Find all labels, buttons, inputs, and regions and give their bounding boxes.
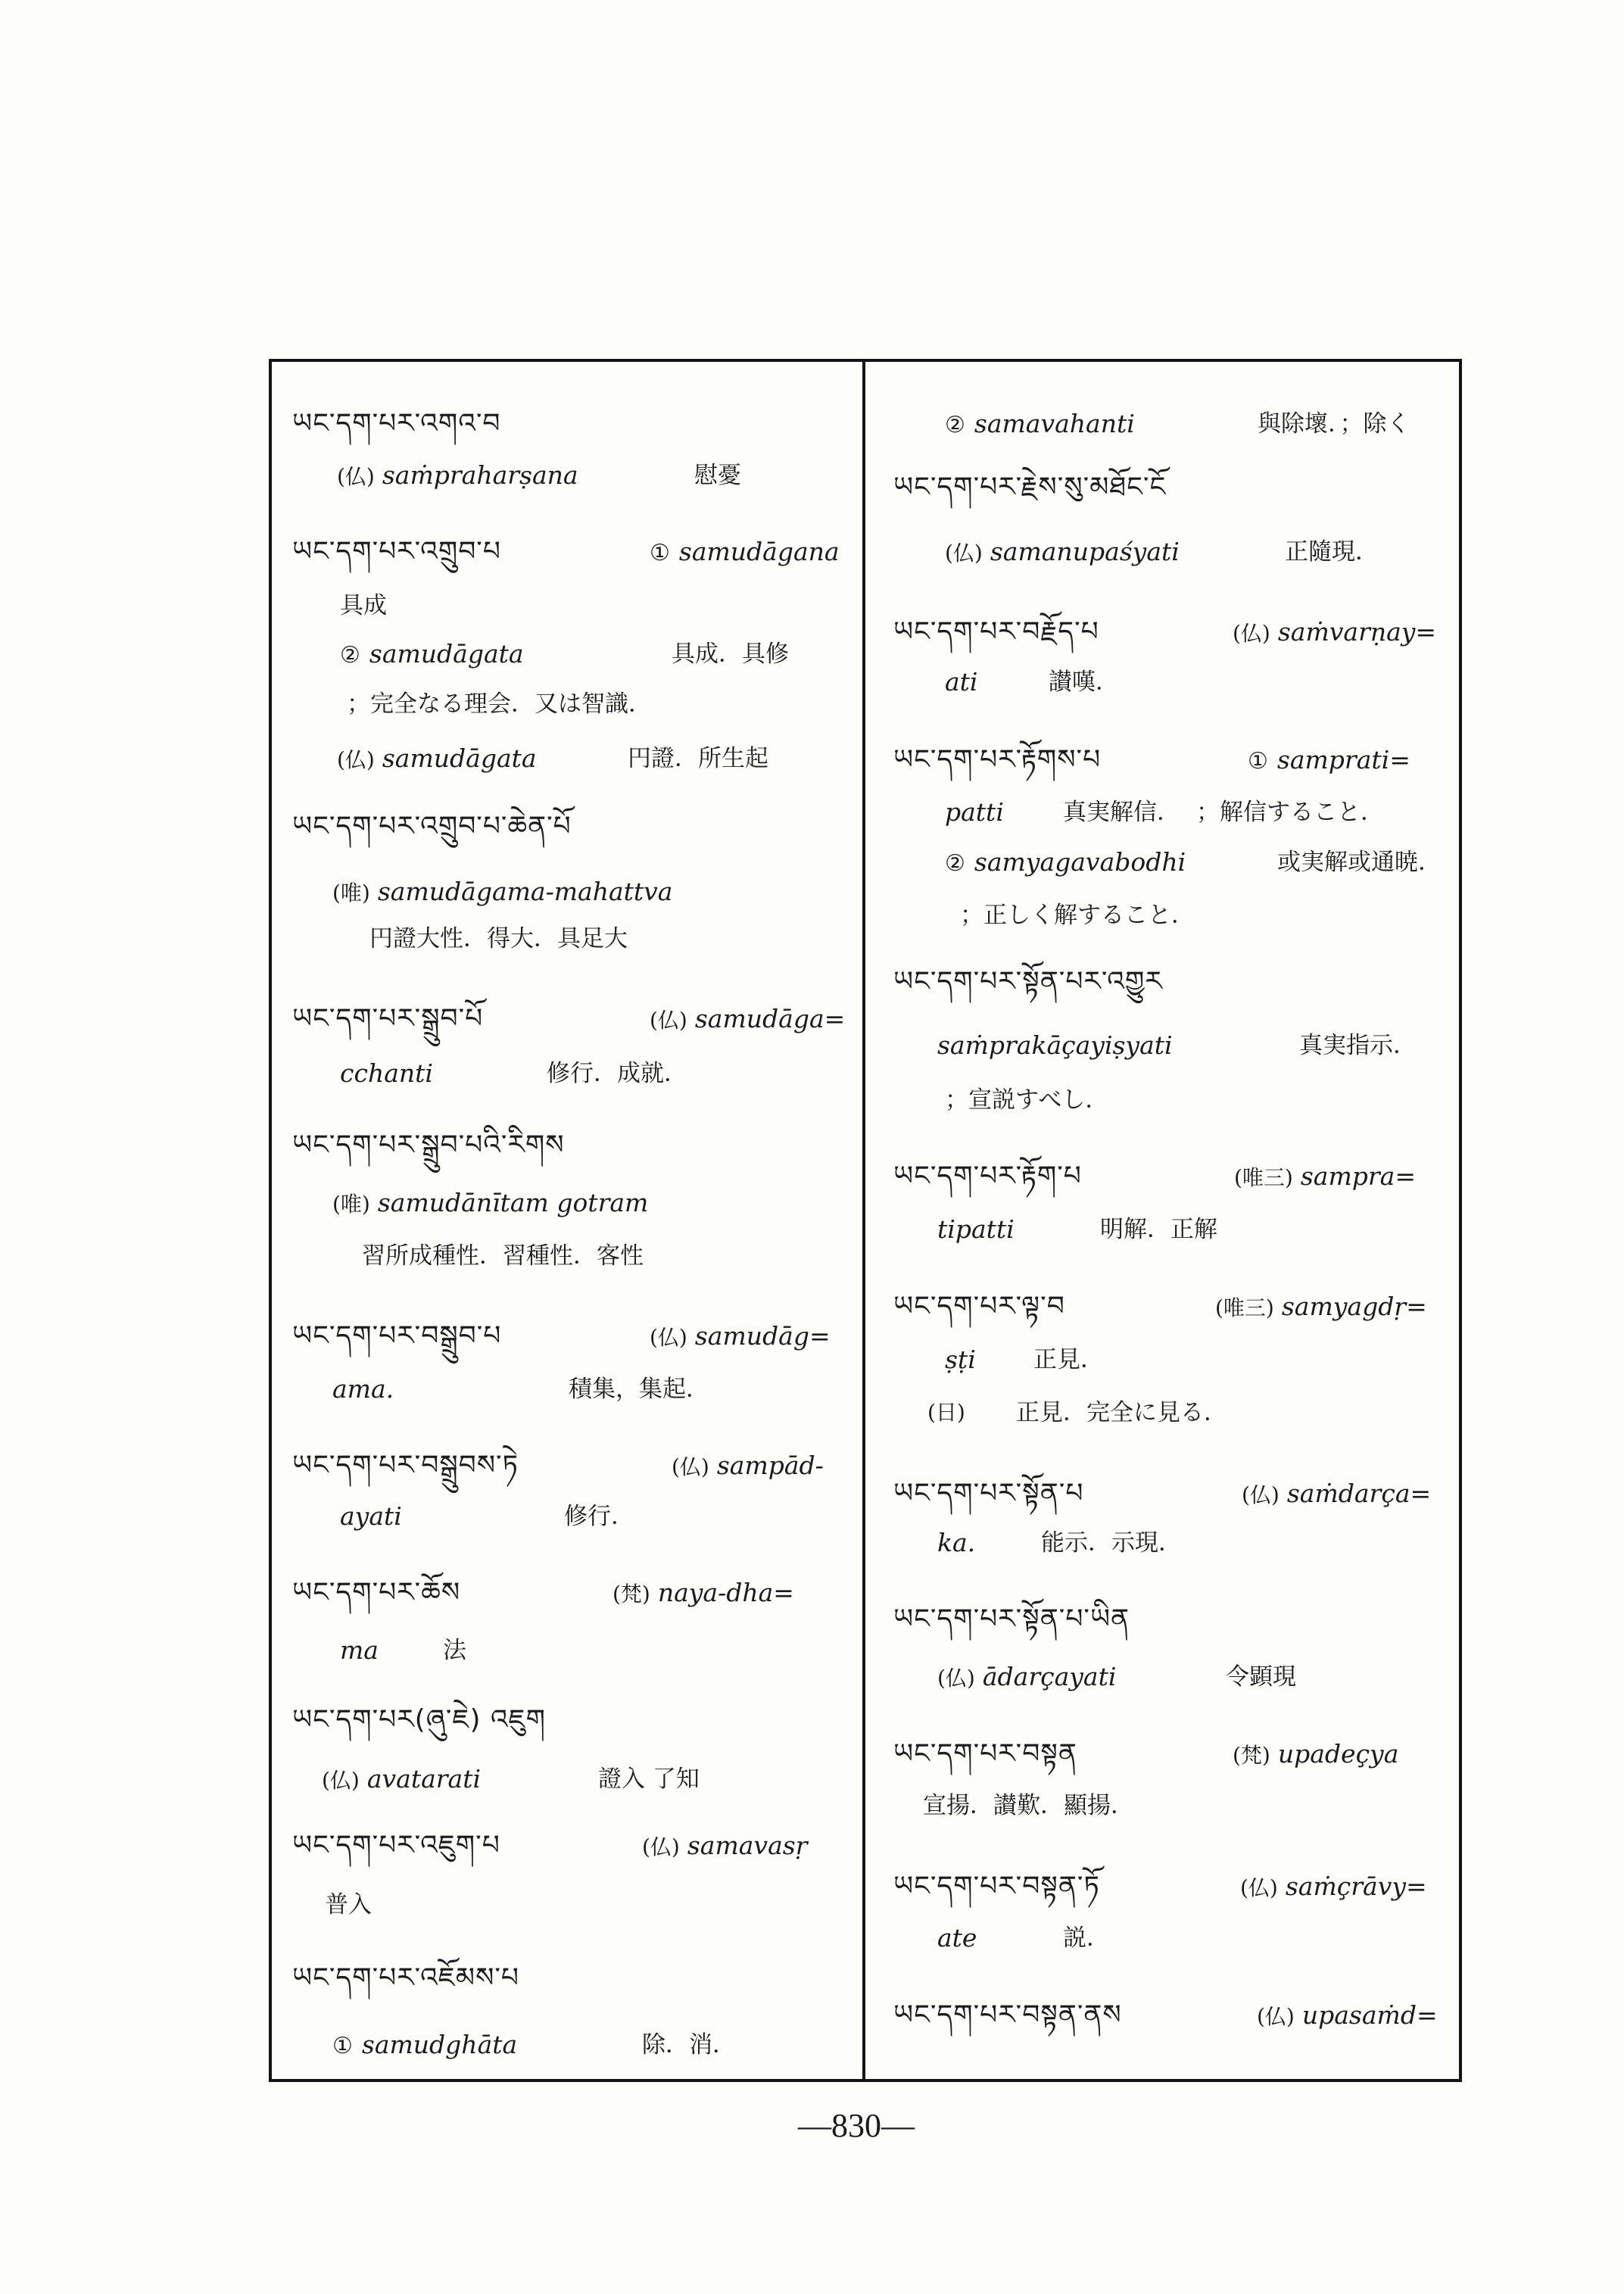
headword-tibetan: ཡང་དག་པར་བརྗོད་པ	[893, 616, 1099, 647]
romanized-term: saṁpraharṣana	[382, 460, 578, 490]
romanized-term: upasaṁd=	[1301, 2000, 1438, 2030]
gloss: 修行．成就．	[547, 1060, 687, 1087]
gloss: 宣揚．讃歎．顯揚．	[923, 1792, 1134, 1819]
sense-number: ②	[945, 850, 965, 877]
source-tag: (仏)	[1233, 621, 1270, 646]
romanized-continuation: patti	[945, 797, 1004, 827]
sense-line	[1233, 614, 1436, 650]
source-tag: (仏)	[945, 541, 983, 566]
sense-number: ①	[332, 2033, 353, 2059]
source-tag: (仏)	[937, 1666, 975, 1691]
gloss-note: ；宣説すべし．	[945, 1086, 1109, 1114]
sense-line	[1234, 1158, 1416, 1195]
sense-number: ①	[650, 540, 670, 566]
headword-tibetan: ཡང་དག་པར་བསྟན	[893, 1738, 1077, 1769]
gloss: 円證．所生起	[628, 745, 768, 772]
gloss: 習所成種性．習種性．客性	[362, 1242, 644, 1270]
romanized-term: ādarçayati	[982, 1662, 1117, 1691]
romanized-continuation: ama.	[332, 1374, 394, 1404]
romanized-term: samudāga=	[694, 1004, 846, 1033]
headword-tibetan: ཡང་དག་པར(ཞུ་ཇེ) འཇུག	[292, 1704, 546, 1735]
headword-tibetan: ཡང་དག་པར་སྟོན་པ	[893, 1478, 1084, 1509]
headword-tibetan: ཡང་དག་པར་བསྟན་ཏོ	[893, 1871, 1100, 1902]
gloss: 或実解或通暁．	[1277, 849, 1442, 876]
romanized-term: samanupaśyati	[990, 537, 1180, 566]
source-tag: (唯三)	[1234, 1165, 1293, 1190]
gloss: 修行．	[564, 1503, 634, 1530]
gloss-note: ；正しく解すること．	[960, 902, 1195, 929]
gloss: 慰憂	[694, 462, 741, 489]
romanized-term: sampra=	[1300, 1161, 1416, 1191]
sense-number: ②	[945, 412, 965, 438]
romanized-term: sampād-	[716, 1451, 824, 1480]
source-tag: (仏)	[1257, 2004, 1295, 2029]
headword-tibetan: ཡང་དག་པར་རྟོག་པ	[893, 1161, 1082, 1192]
sense-number: ①	[1248, 748, 1268, 775]
gloss: 説．	[1063, 1925, 1110, 1952]
sense-line	[1233, 1736, 1398, 1772]
romanized-continuation: tipatti	[937, 1214, 1015, 1244]
sense-line	[1257, 1997, 1438, 2034]
headword-tibetan: ཡང་དག་པར་འགྲུབ་པ་ཆེན་པོ	[292, 811, 572, 842]
headword-tibetan: ཡང་དག་པར་སྟོན་པ་ཡིན	[893, 1604, 1130, 1635]
source-tag: (梵)	[1233, 1743, 1270, 1768]
source-tag: (仏)	[337, 464, 375, 489]
headword-tibetan: ཡང་དག་པར་འཇུག་པ	[292, 1830, 500, 1861]
gloss: 真実指示．	[1299, 1032, 1417, 1059]
romanized-continuation: ma	[340, 1635, 379, 1665]
source-tag: (梵)	[613, 1582, 650, 1607]
romanized-continuation: ka.	[937, 1528, 976, 1557]
gloss: 正隨現．	[1285, 538, 1379, 566]
romanized-term: saṁvarṇay=	[1277, 617, 1437, 647]
romanized-term: samyagdṛ=	[1281, 1292, 1427, 1321]
gloss: 令顕現	[1226, 1663, 1296, 1691]
gloss: 證入 了知	[598, 1766, 700, 1793]
headword-tibetan: ཡང་དག་པར་བསྒྲུབ་པ	[292, 1320, 502, 1351]
romanized-term: samavasṛ	[687, 1831, 808, 1860]
headword-tibetan: ཡང་དག་པར་བསྟན་ནས	[893, 1999, 1122, 2031]
sense-line	[945, 534, 1180, 570]
romanized-term: samudāgata	[382, 743, 537, 773]
sense-line	[937, 1659, 1116, 1695]
headword-tibetan: ཡང་དག་པར་རྗེས་སུ་མཐོང་ངོ	[893, 472, 1167, 503]
gloss: 円證大性．得大．具足大	[369, 925, 628, 952]
romanized-continuation: ati	[945, 667, 978, 697]
romanized-continuation: ayati	[340, 1501, 402, 1531]
headword-tibetan: ཡང་དག་པར་བསྒྲུབས་ཏེ	[292, 1450, 519, 1481]
romanized-term: naya-dha=	[657, 1578, 794, 1607]
source-tag: (唯)	[332, 881, 370, 905]
sense-line	[945, 406, 1135, 442]
romanized-term: samudāg=	[694, 1321, 831, 1351]
sense-line	[945, 844, 1186, 881]
romanized-term: avatarati	[366, 1764, 482, 1794]
romanized-term: saṁdarça=	[1286, 1479, 1432, 1508]
source-tag: (仏)	[650, 1008, 687, 1033]
headword-tibetan: ཡང་དག་པར་ལྟ་བ	[893, 1291, 1065, 1322]
gloss: 正見．完全に見る．	[1016, 1399, 1227, 1426]
gloss: 與除壞．；除く	[1258, 410, 1410, 438]
sense-line	[1240, 1869, 1427, 1905]
source-tag: (仏)	[1242, 1482, 1280, 1507]
source-tag: (仏)	[650, 1325, 687, 1350]
gloss: 讃嘆．	[1049, 669, 1119, 696]
source-tag: (仏)	[1240, 1875, 1278, 1900]
romanized-term: saṁçrāvy=	[1285, 1872, 1427, 1901]
sense-line	[1248, 742, 1410, 778]
romanized-term: saṁprakāçayiṣyati	[937, 1030, 1173, 1060]
sense-line	[1242, 1476, 1431, 1512]
source-tag: (唯)	[332, 1192, 370, 1217]
page-number: —830—	[798, 2107, 915, 2144]
gloss: 能示．示現．	[1041, 1529, 1182, 1557]
headword-tibetan: ཡང་དག་པར་སྒྲུབ་པའི་རིགས	[292, 1130, 565, 1161]
source-tag: (仏)	[642, 1834, 680, 1859]
romanized-term: upadeçya	[1277, 1739, 1399, 1769]
source-tag: (仏)	[322, 1768, 360, 1793]
romanized-continuation: ate	[937, 1923, 977, 1953]
source-tag: (日)	[927, 1400, 965, 1425]
headword-tibetan: ཡང་དག་པར་སྒྲུབ་པོ	[292, 1003, 484, 1034]
romanized-term: samavahanti	[974, 409, 1135, 438]
romanized-term: samudāgana	[678, 537, 840, 566]
headword-tibetan: ཡང་དག་པར་འགྲུབ་པ	[292, 536, 501, 567]
sense-line	[1215, 1289, 1427, 1325]
sense-number: ②	[340, 642, 360, 669]
gloss: 積集，集起．	[569, 1376, 709, 1403]
romanized-term: samudghāta	[361, 2030, 518, 2059]
source-tag: (唯三)	[1215, 1295, 1274, 1320]
source-tag: (仏)	[337, 747, 375, 772]
romanized-term: samudāgama-mahattva	[377, 877, 673, 906]
romanized-continuation: ṣṭi	[945, 1345, 976, 1374]
gloss: 明解．正解	[1100, 1216, 1217, 1243]
romanized-term: samprati=	[1276, 745, 1410, 775]
headword-tibetan: ཡང་དག་པར་འཇོམས་པ	[292, 1962, 520, 1993]
gloss: 具成	[340, 592, 387, 619]
romanized-continuation: cchanti	[340, 1058, 433, 1088]
gloss: 真実解信．	[1063, 799, 1180, 826]
gloss: 法	[443, 1637, 466, 1664]
headword-tibetan: ཡང་དག་པར་རྟོགས་པ	[893, 744, 1102, 775]
gloss: 正見．	[1033, 1346, 1104, 1373]
romanized-term: samudāgata	[369, 639, 524, 669]
source-tag: (仏)	[672, 1454, 709, 1479]
romanized-term: samudānītam gotram	[377, 1188, 649, 1217]
headword-tibetan: ཡང་དག་པར་འགའ་བ	[292, 408, 501, 439]
romanized-term: samyagavabodhi	[974, 847, 1186, 877]
gloss: 除．消．	[642, 2031, 736, 2059]
gloss: 普入	[325, 1891, 372, 1918]
headword-tibetan: ཡང་དག་པར་ཆོས	[292, 1577, 461, 1608]
gloss: 具成．具修	[672, 641, 789, 668]
gloss-note: ；解信すること．	[1196, 799, 1384, 826]
gloss-note: ；完全なる理会．又は智識．	[347, 690, 652, 718]
headword-tibetan: ཡང་དག་པར་སྟོན་པར་འགྱུར	[893, 966, 1163, 997]
